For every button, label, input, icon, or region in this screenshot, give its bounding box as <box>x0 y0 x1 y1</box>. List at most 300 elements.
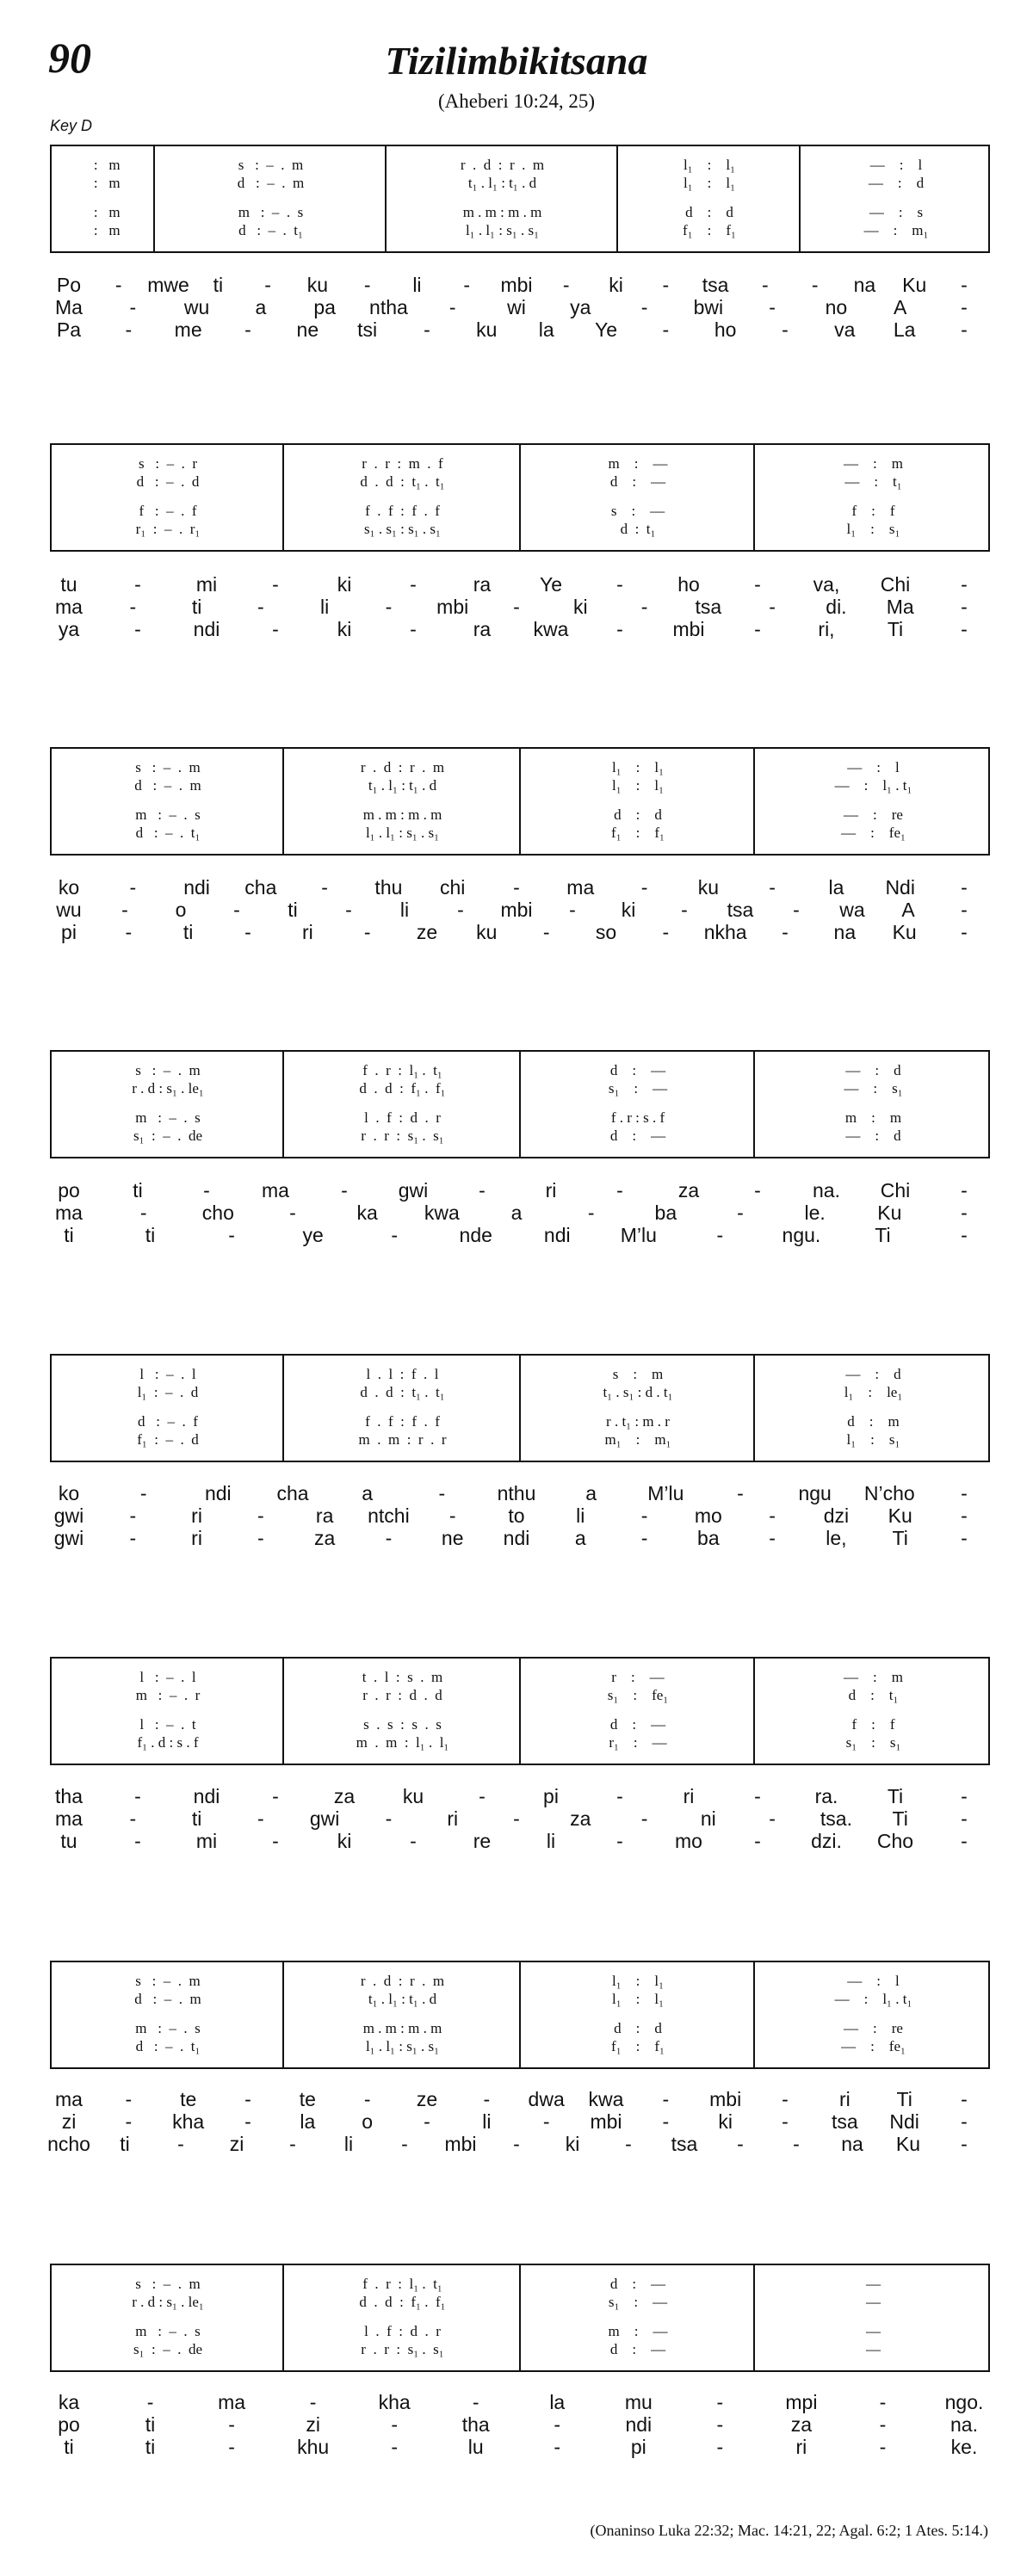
voice-row <box>52 1366 988 1383</box>
measure-notes: f₁ : f₁ <box>683 222 736 238</box>
lyric-syllable: li <box>546 1830 556 1852</box>
lyric-syllable: Cho <box>876 1830 914 1852</box>
lyric-line <box>0 1807 1033 1830</box>
measure-notes: s₁ : s₁ <box>845 1734 901 1751</box>
voice-row <box>52 1413 988 1430</box>
syllable-hyphen: - <box>616 618 623 640</box>
measure-notes: s : – . m <box>135 1973 201 1989</box>
lyric-syllable: mbi <box>500 899 533 921</box>
lyric-syllable: Ti <box>892 1527 908 1549</box>
lyric-syllable: ti <box>182 921 194 943</box>
measure-notes: s : – . r <box>139 455 197 472</box>
lyric-syllable: a <box>585 1482 597 1504</box>
lyric-syllable: dzi <box>823 1504 850 1527</box>
syllable-hyphen: - <box>341 1179 348 1202</box>
syllable-hyphen: - <box>961 2088 968 2110</box>
lyric-syllable: mu <box>624 2391 653 2413</box>
lyric-syllable: gwi <box>53 1504 84 1527</box>
syllable-hyphen: - <box>228 2436 235 2458</box>
measure-notes: d : t₁ <box>848 1687 899 1703</box>
lyric-syllable: ndi <box>193 1785 220 1807</box>
syllable-hyphen: - <box>716 2391 724 2413</box>
lyric-syllable: zi <box>61 2110 77 2133</box>
measure-notes: m . m : m . m <box>462 204 542 220</box>
lyric-syllable: ma <box>55 1807 83 1830</box>
voice-row <box>52 2323 988 2340</box>
voice-row <box>52 204 988 221</box>
lyric-syllable: ri <box>683 1785 695 1807</box>
lyric-syllable: gwi <box>309 1807 340 1830</box>
voice-row <box>52 1109 988 1127</box>
lyric-syllable: Ti <box>887 618 904 640</box>
voice-row <box>52 2020 988 2037</box>
lyric-syllable: thu <box>374 876 403 899</box>
measure-notes: m : — <box>608 2323 668 2339</box>
voice-row <box>52 2294 988 2311</box>
lyric-syllable: so <box>595 921 617 943</box>
lyric-syllable: ho <box>714 318 737 341</box>
syllable-hyphen: - <box>121 899 128 921</box>
syllable-hyphen: - <box>961 1202 968 1224</box>
measure-notes: l₁ . l₁ : s₁ . s₁ <box>465 222 540 238</box>
lyric-syllable: ncho <box>47 2133 90 2155</box>
lyric-syllable: Ku <box>892 921 917 943</box>
syllable-hyphen: - <box>391 1224 399 1246</box>
lyric-syllable: ti <box>145 1224 156 1246</box>
measure-notes: m : – . s <box>135 1109 201 1126</box>
lyric-syllable: mwe <box>147 274 189 296</box>
measure-notes: — : t₁ <box>844 473 902 490</box>
measure-notes: — : d <box>845 1127 901 1144</box>
lyric-syllable: na. <box>950 2413 978 2436</box>
measure-notes: d : — <box>609 1062 666 1078</box>
lyric-syllable: na <box>833 921 857 943</box>
lyric-syllable: cha <box>276 1482 309 1504</box>
lyric-syllable: no <box>825 296 848 318</box>
syllable-hyphen: - <box>662 2110 670 2133</box>
lyric-line <box>0 274 1033 296</box>
syllable-hyphen: - <box>961 876 968 899</box>
lyric-syllable: li <box>399 899 410 921</box>
lyric-syllable: ndi <box>543 1224 571 1246</box>
syllable-hyphen: - <box>587 1202 595 1224</box>
measure-notes: r . r : s₁ . s₁ <box>361 1127 444 1144</box>
measure-notes: t . l : s . m <box>362 1669 443 1685</box>
lyric-syllable: va, <box>813 573 840 596</box>
measure-notes: d : — <box>609 2341 666 2357</box>
voice-row <box>52 175 988 192</box>
measure-notes: r . d : s₁ . le₁ <box>132 1080 204 1096</box>
measure-notes: l : – . l <box>139 1669 196 1685</box>
syllable-hyphen: - <box>769 1527 776 1549</box>
measure-notes: — : l <box>847 759 900 775</box>
lyric-syllable: zi <box>306 2413 320 2436</box>
lyric-syllable: ngu <box>798 1482 832 1504</box>
lyric-syllable: ma <box>55 2088 83 2110</box>
syllable-hyphen: - <box>569 899 576 921</box>
lyric-syllable: Ndi <box>889 2110 919 2133</box>
lyric-syllable: ki <box>565 2133 580 2155</box>
lyric-syllable: ki <box>337 1830 352 1852</box>
syllable-hyphen: - <box>716 2436 724 2458</box>
measure-notes: d . d : f₁ . f₁ <box>359 1080 446 1096</box>
measure-notes: l . f : d . r <box>364 2323 441 2339</box>
voice-row <box>52 825 988 842</box>
lyric-syllable: nkha <box>703 921 747 943</box>
syllable-hyphen: - <box>391 2413 399 2436</box>
key-signature: Key D <box>50 117 93 134</box>
syllable-hyphen: - <box>754 573 761 596</box>
syllable-hyphen: - <box>961 921 968 943</box>
syllable-hyphen: - <box>233 899 240 921</box>
measure-notes: r . t₁ : m . r <box>606 1413 670 1430</box>
measure-notes: l : – . l <box>139 1366 196 1382</box>
lyric-syllable: le. <box>804 1202 826 1224</box>
lyric-syllable: la <box>828 876 844 899</box>
lyric-syllable: Ti <box>887 1785 904 1807</box>
measure-notes: f : – . f <box>139 503 197 519</box>
syllable-hyphen: - <box>257 1527 264 1549</box>
measure-notes: l₁ : s₁ <box>846 521 900 537</box>
lyric-line <box>0 2133 1033 2155</box>
lyric-syllable: o <box>175 899 187 921</box>
lyric-syllable: ke. <box>950 2436 978 2458</box>
syllable-hyphen: - <box>272 1785 279 1807</box>
lyric-syllable: bwi <box>693 296 724 318</box>
syllable-hyphen: - <box>244 2110 251 2133</box>
syllable-hyphen: - <box>129 1807 137 1830</box>
measure-notes: — : d <box>845 1062 901 1078</box>
syllable-hyphen: - <box>640 296 648 318</box>
lyric-syllable: La <box>893 318 916 341</box>
syllable-hyphen: - <box>134 618 141 640</box>
lyric-syllable: ho <box>677 573 700 596</box>
lyric-syllable: la <box>538 318 554 341</box>
measure-notes: d : t₁ <box>620 521 656 537</box>
measure-notes: d : – . t₁ <box>135 2038 201 2054</box>
syllable-hyphen: - <box>272 618 279 640</box>
lyric-syllable: va <box>834 318 856 341</box>
syllable-hyphen: - <box>769 1504 776 1527</box>
syllable-hyphen: - <box>782 2088 789 2110</box>
measure-notes: s₁ . s₁ : s₁ . s₁ <box>364 521 441 537</box>
syllable-hyphen: - <box>961 274 968 296</box>
measure-notes: s₁ : — <box>608 2294 668 2310</box>
measure-notes: r . r : d . d <box>362 1687 442 1703</box>
measure-notes: s₁ : fe₁ <box>607 1687 669 1703</box>
measure-notes: d : – . t₁ <box>135 825 201 841</box>
lyric-syllable: mi <box>195 573 218 596</box>
syllable-hyphen: - <box>662 921 670 943</box>
lyric-syllable: M’lu <box>620 1224 657 1246</box>
measure-notes: l : – . t <box>139 1716 196 1733</box>
syllable-hyphen: - <box>483 2088 491 2110</box>
measure-notes: s : – . m <box>238 157 304 173</box>
lyric-syllable: ko <box>58 1482 80 1504</box>
lyric-line <box>0 618 1033 640</box>
measure-notes: l . f : d . r <box>364 1109 441 1126</box>
measure-notes: m : – . s <box>238 204 304 220</box>
lyric-syllable: me <box>174 318 202 341</box>
syllable-hyphen: - <box>272 1830 279 1852</box>
lyric-syllable: Ti <box>896 2088 912 2110</box>
lyric-line <box>0 921 1033 943</box>
scripture-reference: (Aheberi 10:24, 25) <box>437 90 596 112</box>
lyric-line <box>0 2436 1033 2458</box>
measure-notes: d : — <box>609 1716 666 1733</box>
measure-notes: l₁ : l₁ <box>683 175 736 191</box>
lyric-syllable: Ma <box>886 596 914 618</box>
syllable-hyphen: - <box>716 2413 724 2436</box>
measure-notes: m : – . s <box>135 806 201 823</box>
lyric-syllable: tha <box>461 2413 490 2436</box>
measure-notes: t₁ . l₁ : t₁ . d <box>368 1991 437 2007</box>
measure-notes: f : f <box>851 1716 895 1733</box>
lyric-syllable: za <box>790 2413 813 2436</box>
syllable-hyphen: - <box>513 876 520 899</box>
lyric-syllable: a <box>574 1527 586 1549</box>
syllable-hyphen: - <box>513 1807 520 1830</box>
voice-row <box>52 777 988 794</box>
solfa-staff <box>50 145 990 253</box>
syllable-hyphen: - <box>640 1807 648 1830</box>
lyric-syllable: li <box>482 2110 492 2133</box>
lyric-line <box>0 876 1033 899</box>
lyric-syllable: kha <box>378 2391 411 2413</box>
solfa-staff <box>50 443 990 552</box>
measure-notes: m . m : m . m <box>362 806 442 823</box>
lyric-syllable: A <box>894 296 907 318</box>
solfa-staff <box>50 1961 990 2069</box>
syllable-hyphen: - <box>961 1830 968 1852</box>
lyric-syllable: ra <box>473 573 492 596</box>
lyric-syllable: tsi <box>357 318 378 341</box>
measure-notes: — : re <box>844 806 903 823</box>
measure-notes: l₁ : l₁ <box>611 759 665 775</box>
lyric-syllable: gwi <box>53 1527 84 1549</box>
lyric-syllable: ra <box>315 1504 334 1527</box>
syllable-hyphen: - <box>134 1785 141 1807</box>
lyric-line <box>0 1785 1033 1807</box>
measure-notes: s . s : s . s <box>363 1716 442 1733</box>
lyric-syllable: Ku <box>888 1504 912 1527</box>
lyric-syllable: ko <box>58 876 80 899</box>
syllable-hyphen: - <box>139 1202 147 1224</box>
measure-notes: d : m <box>847 1413 900 1430</box>
lyric-syllable: ma <box>566 876 595 899</box>
measure-notes: m . m : m . m <box>362 2020 442 2036</box>
lyric-syllable: wi <box>507 296 526 318</box>
syllable-hyphen: - <box>257 596 264 618</box>
syllable-hyphen: - <box>289 1202 296 1224</box>
lyric-syllable: Ku <box>902 274 927 296</box>
lyric-syllable: ku <box>697 876 719 899</box>
lyric-syllable: tu <box>60 1830 77 1852</box>
lyric-syllable: ki <box>337 573 352 596</box>
lyric-syllable: pi <box>543 1785 559 1807</box>
syllable-hyphen: - <box>125 318 133 341</box>
lyric-syllable: ndi <box>204 1482 232 1504</box>
lyric-syllable: za <box>570 1807 591 1830</box>
lyric-syllable: kwa <box>533 618 569 640</box>
solfa-staff <box>50 2264 990 2372</box>
measure-notes: d . d : f₁ . f₁ <box>359 2294 446 2310</box>
lyric-syllable: ti <box>191 1807 202 1830</box>
syllable-hyphen: - <box>879 2436 887 2458</box>
syllable-hyphen: - <box>961 1527 968 1549</box>
measure-notes: — <box>866 2276 881 2292</box>
lyric-syllable: Ti <box>875 1224 891 1246</box>
measure-notes: — : m₁ <box>863 222 929 238</box>
syllable-hyphen: - <box>472 2391 479 2413</box>
lyric-syllable: dwa <box>528 2088 565 2110</box>
syllable-hyphen: - <box>272 573 279 596</box>
measure-notes: r₁ : – . r₁ <box>135 521 201 537</box>
lyric-syllable: za <box>333 1785 356 1807</box>
lyric-syllable: mi <box>195 1830 218 1852</box>
lyric-syllable: N’cho <box>863 1482 915 1504</box>
lyric-syllable: di. <box>826 596 847 618</box>
lyric-syllable: ki <box>337 618 352 640</box>
measure-notes: l₁ : l₁ <box>611 777 665 794</box>
lyric-syllable: ntha <box>369 296 408 318</box>
syllable-hyphen: - <box>640 1527 648 1549</box>
lyric-syllable: ma <box>262 1179 289 1202</box>
lyric-syllable: ti <box>288 899 298 921</box>
syllable-hyphen: - <box>562 274 570 296</box>
lyric-syllable: pa <box>313 296 336 318</box>
syllable-hyphen: - <box>257 1504 264 1527</box>
syllable-hyphen: - <box>479 1785 486 1807</box>
lyric-syllable: mbi <box>590 2110 622 2133</box>
lyric-syllable: Po <box>56 274 82 296</box>
syllable-hyphen: - <box>129 1527 137 1549</box>
syllable-hyphen: - <box>662 274 670 296</box>
measure-notes: t₁ . s₁ : d . t₁ <box>603 1384 673 1400</box>
syllable-hyphen: - <box>424 2110 430 2133</box>
measure-notes: — : d <box>868 175 925 191</box>
syllable-hyphen: - <box>438 1482 446 1504</box>
syllable-hyphen: - <box>554 2436 561 2458</box>
lyric-syllable: mo <box>694 1504 722 1527</box>
measure-notes: d : d <box>614 2020 662 2036</box>
lyric-line <box>0 1202 1033 1224</box>
voice-row <box>52 1431 988 1449</box>
lyric-syllable: wa <box>839 899 865 921</box>
syllable-hyphen: - <box>961 318 968 341</box>
syllable-hyphen: - <box>769 596 776 618</box>
lyric-line <box>0 596 1033 618</box>
lyric-syllable: ra. <box>814 1785 838 1807</box>
voice-row <box>52 1062 988 1079</box>
voice-row <box>52 455 988 473</box>
lyric-syllable: ri <box>191 1504 202 1527</box>
syllable-hyphen: - <box>134 573 141 596</box>
measure-notes: f₁ : f₁ <box>611 825 665 841</box>
measure-notes: t₁ . l₁ : t₁ . d <box>368 777 437 794</box>
lyric-syllable: tsa. <box>820 1807 852 1830</box>
measure-notes: s : – . m <box>135 759 201 775</box>
syllable-hyphen: - <box>401 2133 408 2155</box>
lyric-syllable: ri <box>545 1179 557 1202</box>
voice-row <box>52 473 988 491</box>
voice-row <box>52 521 988 538</box>
measure-notes: f . r : l₁ . t₁ <box>362 2276 442 2292</box>
lyric-line <box>0 296 1033 318</box>
voice-row <box>52 1080 988 1097</box>
lyric-syllable: po <box>58 1179 80 1202</box>
syllable-hyphen: - <box>961 899 968 921</box>
syllable-hyphen: - <box>961 596 968 618</box>
measure-notes: r . d : r . m <box>460 157 545 173</box>
measure-notes: m : – . s <box>135 2020 201 2036</box>
lyric-syllable: ti <box>133 1179 143 1202</box>
voice-row <box>52 1991 988 2008</box>
lyric-syllable: ma <box>55 1202 83 1224</box>
lyric-syllable: ki <box>718 2110 733 2133</box>
measure-notes: l₁ . l₁ : s₁ . s₁ <box>365 2038 440 2054</box>
lyric-syllable: Ye <box>594 318 618 341</box>
lyric-syllable: mbi <box>709 2088 742 2110</box>
lyric-syllable: ndi <box>625 2413 653 2436</box>
syllable-hyphen: - <box>264 274 271 296</box>
lyric-syllable: li <box>412 274 422 296</box>
syllable-hyphen: - <box>177 2133 184 2155</box>
lyric-line <box>0 2110 1033 2133</box>
syllable-hyphen: - <box>961 1482 968 1504</box>
lyric-syllable: ti <box>64 1224 74 1246</box>
syllable-hyphen: - <box>554 2413 561 2436</box>
voice-row <box>52 157 988 174</box>
syllable-hyphen: - <box>363 2088 371 2110</box>
lyric-syllable: mbi <box>672 618 705 640</box>
voice-row <box>52 2341 988 2358</box>
lyric-line <box>0 2088 1033 2110</box>
lyric-syllable: za <box>313 1527 336 1549</box>
syllable-hyphen: - <box>457 899 464 921</box>
measure-notes: — : d <box>845 1366 901 1382</box>
lyric-syllable: na. <box>813 1179 840 1202</box>
syllable-hyphen: - <box>309 2391 317 2413</box>
measure-notes: r . d : r . m <box>360 759 445 775</box>
lyric-syllable: ri <box>301 921 313 943</box>
measure-notes: m : – . r <box>135 1687 201 1703</box>
measure-notes: r : — <box>611 1669 665 1685</box>
measure-notes: r . d : s₁ . le₁ <box>132 2294 204 2310</box>
measure-notes: l₁ : l₁ <box>683 157 736 173</box>
lyric-syllable: ti <box>145 2413 156 2436</box>
syllable-hyphen: - <box>793 2133 800 2155</box>
syllable-hyphen: - <box>542 921 550 943</box>
measure-notes: m : – . s <box>135 2323 201 2339</box>
hymn-number: 90 <box>48 34 91 82</box>
measure-notes: d . d : t₁ . t₁ <box>360 1384 445 1400</box>
lyric-syllable: dzi. <box>811 1830 842 1852</box>
lyric-syllable: a <box>510 1202 523 1224</box>
lyric-syllable: ku <box>306 274 329 296</box>
measure-notes: l₁ : – . d <box>137 1384 199 1400</box>
measure-notes: f₁ : f₁ <box>611 2038 665 2054</box>
lyric-syllable: Pa <box>56 318 82 341</box>
measure-notes: s : — <box>610 503 665 519</box>
measure-notes: s₁ : – . de <box>133 1127 203 1144</box>
syllable-hyphen: - <box>961 2133 968 2155</box>
lyric-line <box>0 2413 1033 2436</box>
lyric-syllable: ndi <box>193 618 220 640</box>
syllable-hyphen: - <box>146 2391 154 2413</box>
syllable-hyphen: - <box>961 1224 968 1246</box>
solfa-staff <box>50 1050 990 1158</box>
